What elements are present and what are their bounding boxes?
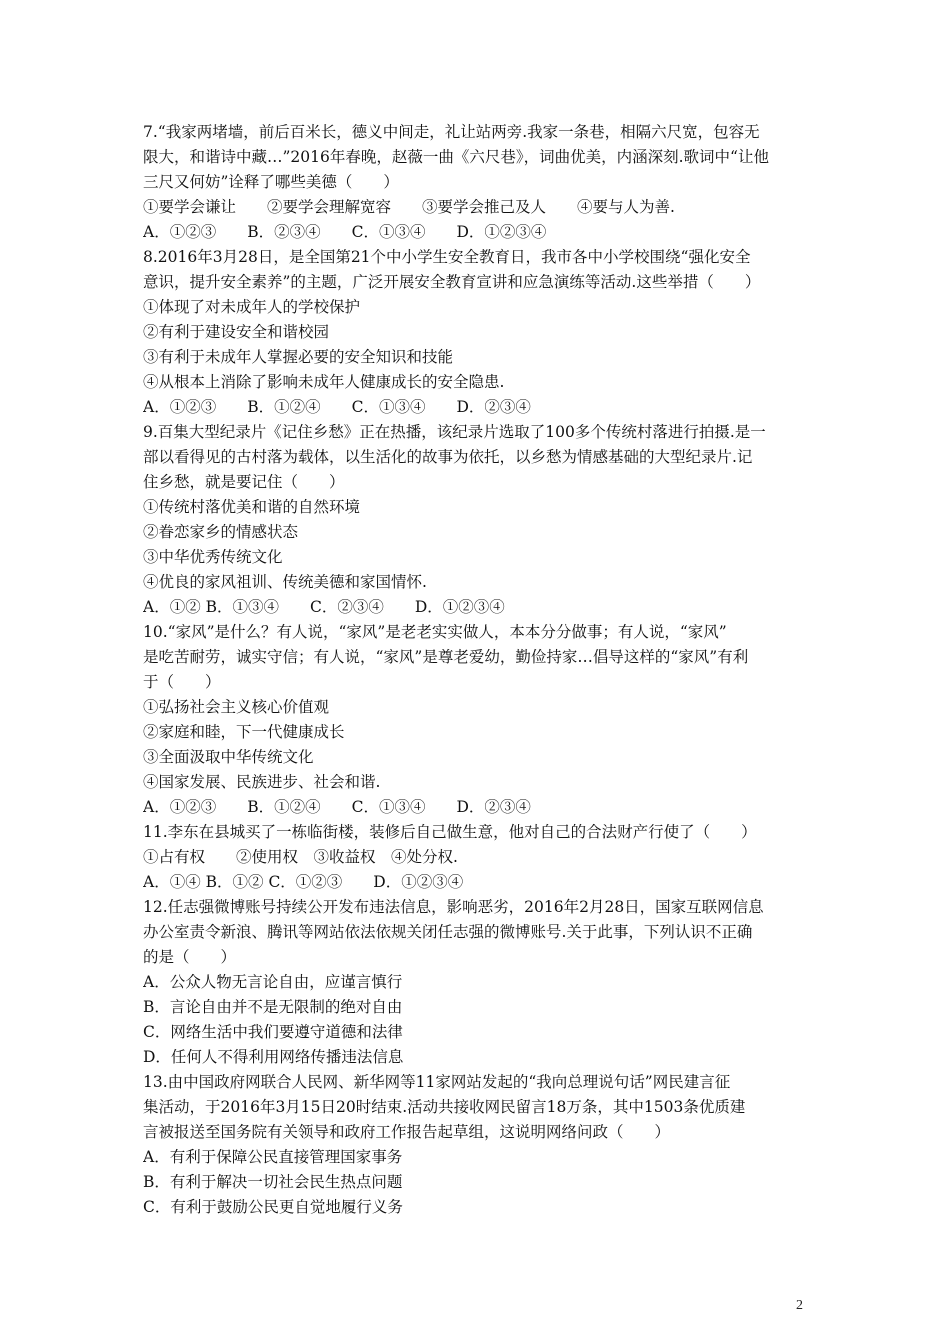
text-line: 办公室责令新浪、腾讯等网站依法依规关闭任志强的微博账号.关于此事，下列认识不正确: [143, 923, 753, 941]
text-line: B．有利于解决一切社会民生热点问题: [143, 1173, 403, 1191]
text-line: A．①②③ B．②③④ C．①③④ D．①②③④: [143, 223, 547, 241]
page-number: 2: [796, 1298, 803, 1313]
text-line: 言被报送至国务院有关领导和政府工作报告起草组，这说明网络问政（ ）: [143, 1123, 671, 1141]
page-body: [143, 120, 823, 1220]
text-line: ④国家发展、民族进步、社会和谐.: [143, 773, 381, 791]
text-line: 于（ ）: [143, 673, 221, 691]
text-line: D．任何人不得利用网络传播违法信息: [143, 1048, 404, 1066]
text-line: ②眷恋家乡的情感状态: [143, 523, 299, 541]
text-line: A．①②③ B．①②④ C．①③④ D．②③④: [143, 798, 531, 816]
text-line: 8.2016年3月28日，是全国第21个中小学生安全教育日，我市各中小学校围绕“强化安全: [143, 248, 751, 266]
text-line: 的是（ ）: [143, 948, 237, 966]
text-line: A．公众人物无言论自由，应谨言慎行: [143, 973, 403, 991]
text-line: 12.任志强微博账号持续公开发布违法信息，影响恶劣，2016年2月28日，国家互联网信息: [143, 898, 764, 916]
text-line: 限大，和谐诗中藏…”2016年春晚，赵薇一曲《六尺巷》，词曲优美，内涵深刻.歌词中“让他: [143, 148, 769, 166]
text-line: ④优良的家风祖训、传统美德和家国情怀.: [143, 573, 427, 591]
text-line: C．网络生活中我们要遵守道德和法律: [143, 1023, 403, 1041]
text-line: ③中华优秀传统文化: [143, 548, 283, 566]
text-line: ①体现了对未成年人的学校保护: [143, 298, 361, 316]
text-line: ①弘扬社会主义核心价值观: [143, 698, 330, 716]
text-line: ②有利于建设安全和谐校园: [143, 323, 330, 341]
text-line: ①传统村落优美和谐的自然环境: [143, 498, 361, 516]
text-line: 集活动，于2016年3月15日20时结束.活动共接收网民留言18万条，其中1503条优质建: [143, 1098, 746, 1116]
text-line: 10.“家风”是什么？有人说，“家风”是老老实实做人，本本分分做事；有人说，“家风”: [143, 623, 727, 641]
text-line: 9.百集大型纪录片《记住乡愁》正在热播，该纪录片选取了100多个传统村落进行拍摄.是一: [143, 423, 766, 441]
text-line: 11.李东在县城买了一栋临街楼，装修后自己做生意，他对自己的合法财产行使了（ ）: [143, 823, 757, 841]
text-line: ①占有权 ②使用权 ③收益权 ④处分权.: [143, 848, 458, 866]
text-line: 是吃苦耐劳，诚实守信；有人说，“家风”是尊老爱幼，勤俭持家…倡导这样的“家风”有利: [143, 648, 749, 666]
text-line: 三尺又何妨”诠释了哪些美德（ ）: [143, 173, 399, 191]
text-line: A．①② B．①③④ C．②③④ D．①②③④: [143, 598, 505, 616]
text-line: A．①②③ B．①②④ C．①③④ D．②③④: [143, 398, 531, 416]
text-line: B．言论自由并不是无限制的绝对自由: [143, 998, 403, 1016]
text-line: ③全面汲取中华传统文化: [143, 748, 314, 766]
text-line: 13.由中国政府网联合人民网、新华网等11家网站发起的“我向总理说句话”网民建言征: [143, 1073, 731, 1091]
text-line: A．有利于保障公民直接管理国家事务: [143, 1148, 403, 1166]
text-line: ④从根本上消除了影响未成年人健康成长的安全隐患.: [143, 373, 505, 391]
text-line: ②家庭和睦，下一代健康成长: [143, 723, 345, 741]
text-line: 部以看得见的古村落为载体，以生活化的故事为依托，以乡愁为情感基础的大型纪录片.记: [143, 448, 753, 466]
text-line: ③有利于未成年人掌握必要的安全知识和技能: [143, 348, 454, 366]
text-line: 住乡愁，就是要记住（ ）: [143, 473, 345, 491]
text-line: 意识，提升安全素养”的主题，广泛开展安全教育宣讲和应急演练等活动.这些举措（ ）: [143, 273, 761, 291]
text-line: 7.“我家两堵墙，前后百米长，德义中间走，礼让站两旁.我家一条巷，相隔六尺宽，包容无: [143, 123, 760, 141]
text-line: ①要学会谦让 ②要学会理解宽容 ③要学会推己及人 ④要与人为善.: [143, 198, 675, 216]
text-line: A．①④ B．①② C．①②③ D．①②③④: [143, 873, 464, 891]
text-line: C．有利于鼓励公民更自觉地履行义务: [143, 1198, 403, 1216]
